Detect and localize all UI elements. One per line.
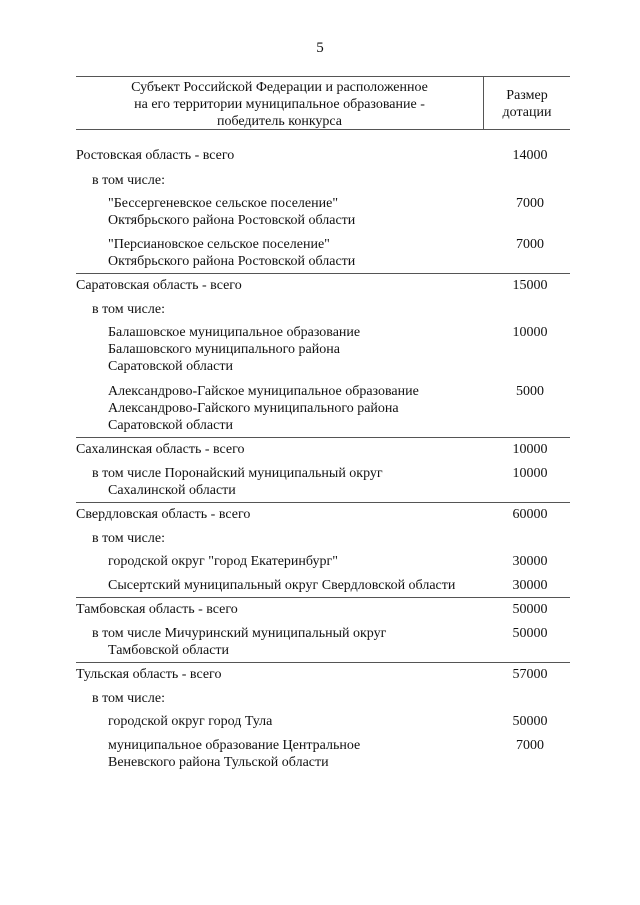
- row-text: городской округ "город Екатеринбург": [108, 554, 338, 569]
- region-total-row: [76, 666, 221, 683]
- subheading-row: [92, 690, 165, 707]
- region-total-row: [76, 601, 238, 618]
- row-text: Октябрьского района Ростовской области: [108, 254, 356, 269]
- header-subject-column: [76, 79, 483, 130]
- row-text: Свердловская область - всего: [76, 507, 251, 522]
- subheading-row: [92, 172, 165, 189]
- municipality-row: [108, 737, 360, 771]
- row-amount: 57000: [512, 667, 548, 682]
- municipality-row: [92, 625, 386, 659]
- row-amount: 5000: [516, 384, 544, 399]
- row-amount: 50000: [512, 626, 548, 641]
- row-amount: 30000: [512, 554, 548, 569]
- region-total-row: [76, 441, 245, 458]
- row-amount: 10000: [512, 325, 548, 340]
- row-amount: 50000: [512, 714, 548, 729]
- region-separator: [76, 597, 570, 598]
- row-amount: 7000: [516, 237, 544, 252]
- row-amount: 10000: [512, 442, 548, 457]
- subheading-row: [92, 530, 165, 547]
- header-amount-line: дотации: [502, 105, 552, 120]
- municipality-row: [108, 577, 455, 594]
- row-text: "Персиановское сельское поселение": [108, 237, 330, 252]
- header-amount-line: Размер: [506, 88, 548, 103]
- municipality-row: [108, 195, 355, 229]
- row-amount: 10000: [512, 466, 548, 481]
- row-text: муниципальное образование Центральное: [108, 738, 361, 753]
- row-text: Тульская область - всего: [76, 667, 222, 682]
- header-subject-line: на его территории муниципальное образование -: [134, 97, 425, 112]
- row-text: Тамбовской области: [108, 643, 230, 658]
- row-text: Саратовская область - всего: [76, 278, 242, 293]
- region-separator: [76, 273, 570, 274]
- row-text: в том числе:: [92, 531, 165, 546]
- municipality-row: [108, 236, 355, 270]
- row-text: Сахалинская область - всего: [76, 442, 245, 457]
- region-separator: [76, 662, 570, 663]
- row-text: в том числе Поронайский муниципальный округ: [92, 466, 383, 481]
- row-text: в том числе:: [92, 173, 165, 188]
- row-text: Веневского района Тульской области: [108, 755, 329, 770]
- row-text: Сысертский муниципальный округ Свердловской области: [108, 578, 456, 593]
- row-text: Саратовской области: [108, 418, 233, 433]
- header-amount-column: [484, 87, 570, 121]
- region-total-row: [76, 147, 234, 164]
- row-amount: 30000: [512, 578, 548, 593]
- row-text: в том числе Мичуринский муниципальный округ: [92, 626, 387, 641]
- municipality-row: [108, 553, 338, 570]
- row-text: Балашовское муниципальное образование: [108, 325, 361, 340]
- row-text: в том числе:: [92, 691, 165, 706]
- row-text: Саратовской области: [108, 359, 233, 374]
- row-text: Сахалинской области: [108, 483, 236, 498]
- municipality-row: [108, 713, 272, 730]
- region-separator: [76, 437, 570, 438]
- row-amount: 60000: [512, 507, 548, 522]
- row-text: Александрово-Гайское муниципальное образование: [108, 384, 419, 399]
- row-amount: 7000: [516, 738, 544, 753]
- municipality-row: [108, 324, 360, 375]
- row-amount: 50000: [512, 602, 548, 617]
- row-amount: 7000: [516, 196, 544, 211]
- row-text: в том числе:: [92, 302, 165, 317]
- row-text: Ростовская область - всего: [76, 148, 235, 163]
- region-separator: [76, 502, 570, 503]
- row-text: Александрово-Гайского муниципального района: [108, 401, 399, 416]
- page-number: 5: [316, 40, 324, 56]
- municipality-row: [108, 383, 419, 434]
- subheading-row: [92, 301, 165, 318]
- header-subject-line: победитель конкурса: [216, 114, 343, 129]
- region-total-row: [76, 277, 242, 294]
- row-amount: 15000: [512, 278, 548, 293]
- row-text: городской округ город Тула: [108, 714, 273, 729]
- row-text: Октябрьского района Ростовской области: [108, 213, 356, 228]
- row-text: "Бессергеневское сельское поселение": [108, 196, 339, 211]
- region-total-row: [76, 506, 250, 523]
- row-text: Тамбовская область - всего: [76, 602, 238, 617]
- header-subject-line: Субъект Российской Федерации и расположенное: [131, 80, 428, 95]
- municipality-row: [92, 465, 383, 499]
- row-amount: 14000: [512, 148, 548, 163]
- row-text: Балашовского муниципального района: [108, 342, 340, 357]
- table-top-rule: [76, 76, 570, 77]
